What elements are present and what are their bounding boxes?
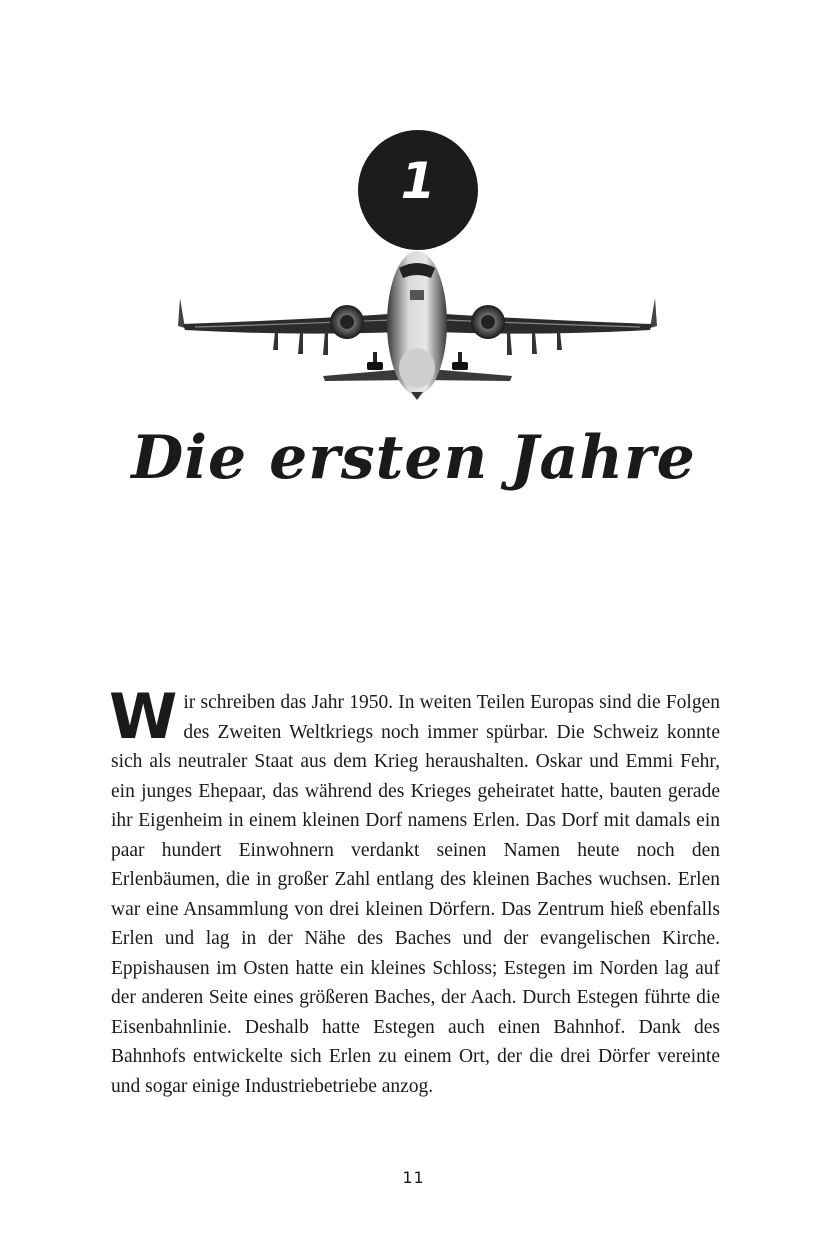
- page-number: 11: [402, 1168, 425, 1187]
- chapter-title: Die ersten Jahre: [131, 423, 696, 493]
- body-paragraph: ir schreiben das Jahr 1950. In weiten Teilen Europas sind die Folgen des Zweiten Weltkriegs noch immer spürbar. Die Schweiz konnte sich als neutraler Staat aus dem Krieg heraushalten. Oskar und Emmi Fehr, ein junges Ehepaar, das während des Krieges geheiratet hatte, bauten gerade ihr Eigenheim in einem kleinen Dorf namens Erlen. Das Dorf mit damals ein paar hundert Einwohnern verdankt seinen Namen heute noch den Erlenbäumen, die in großer Zahl entlang des kleinen Baches wuchsen. Erlen war eine Ansammlung von drei kleinen Dörfern. Das Zentrum hieß ebenfalls Erlen und lag in der Nähe des Baches und der evangelischen Kirche. Eppishausen im Osten hatte ein kleines Schloss; Estegen im Norden lag auf der anderen Seite eines größeren Baches, der Aach. Durch Estegen führte die Eisenbahnlinie. Deshalb hatte Estegen auch einen Bahnhof. Dank des Bahnhofs entwickelte sich Erlen zu einem Ort, der die drei Dörfer vereinte und sogar einige Industriebetriebe anzog.: [111, 692, 720, 1097]
- body-text: [109, 680, 720, 1101]
- drop-cap: W: [109, 680, 178, 753]
- airplane-image: [175, 228, 660, 403]
- chapter-number: 1: [400, 152, 436, 210]
